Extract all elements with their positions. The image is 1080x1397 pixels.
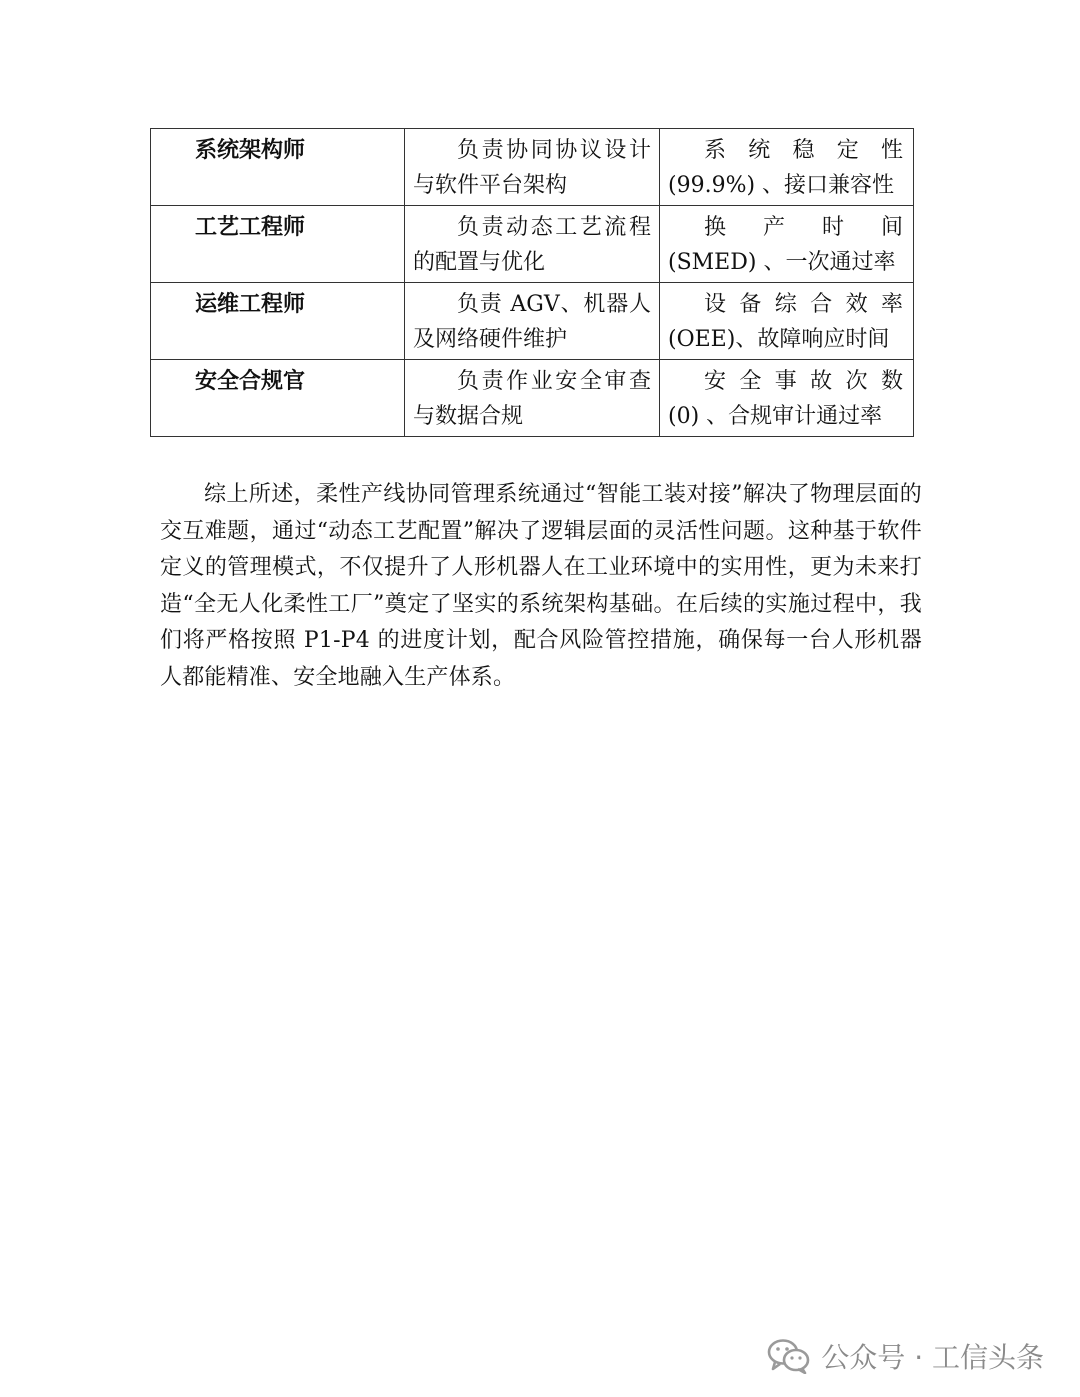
metric-line2: (OEE)、故障响应时间 — [668, 327, 890, 352]
metric-char: 换 — [704, 215, 727, 240]
metric-char: 稳 — [792, 138, 815, 163]
duty-cell: 负责动态工艺流程的配置与优化 — [405, 206, 660, 283]
table-row — [151, 360, 914, 437]
metric-cell — [660, 129, 914, 206]
metric-char: 统 — [748, 138, 771, 163]
duty-cell: 负责 AGV、机器人及网络硬件维护 — [405, 283, 660, 360]
metric-char: 故 — [810, 369, 833, 394]
metric-line1 — [668, 133, 905, 168]
watermark-text: 公众号 · 工信头条 — [821, 1341, 1044, 1374]
table-row — [151, 206, 914, 283]
metric-char: 全 — [739, 369, 762, 394]
metric-line2: (SMED) 、一次通过率 — [668, 250, 896, 275]
role-cell: 安全合规官 — [151, 360, 405, 437]
metric-char: 安 — [704, 369, 727, 394]
metric-char: 备 — [739, 292, 762, 317]
wechat-icon — [767, 1338, 811, 1374]
metric-char: 效 — [845, 292, 868, 317]
metric-char: 合 — [810, 292, 833, 317]
duty-cell: 负责协同协议设计与软件平台架构 — [405, 129, 660, 206]
metric-line1 — [668, 364, 905, 399]
summary-paragraph: 综上所述，柔性产线协同管理系统通过“智能工装对接”解决了物理层面的交互难题，通过“动态工艺配置”解决了逻辑层面的灵活性问题。这种基于软件定义的管理模式，不仅提升了人形机器人在工业环境中的实用性，更为未来打造“全无人化柔性工厂”奠定了坚实的系统架构基础。在后续的实施过程中，我们将严格按照 P1-P4 的进度计划，配合风险管控措施，确保每一台人形机器人都能精准、安全地融入生产体系。 — [160, 482, 922, 690]
metric-char: 产 — [762, 215, 785, 240]
metric-char: 系 — [704, 138, 727, 163]
metric-char: 数 — [880, 369, 903, 394]
metric-cell — [660, 206, 914, 283]
metric-line1 — [668, 210, 905, 245]
role-cell: 运维工程师 — [151, 283, 405, 360]
metric-char: 事 — [774, 369, 797, 394]
table-row — [151, 283, 914, 360]
metric-line1 — [668, 287, 905, 322]
metric-line2: (99.9%) 、接口兼容性 — [668, 173, 895, 198]
metric-char: 时 — [821, 215, 844, 240]
metric-line2: (0) 、合规审计通过率 — [668, 404, 883, 429]
role-cell: 工艺工程师 — [151, 206, 405, 283]
metric-char: 性 — [880, 138, 903, 163]
metric-char: 次 — [845, 369, 868, 394]
metric-cell — [660, 360, 914, 437]
table-row — [151, 129, 914, 206]
metric-char: 间 — [880, 215, 903, 240]
metric-char: 定 — [836, 138, 859, 163]
metric-char: 率 — [880, 292, 903, 317]
metric-cell — [660, 283, 914, 360]
roles-table — [150, 128, 914, 437]
metric-char: 设 — [704, 292, 727, 317]
metric-char: 综 — [774, 292, 797, 317]
duty-cell: 负责作业安全审查与数据合规 — [405, 360, 660, 437]
watermark — [767, 1336, 1044, 1376]
role-cell: 系统架构师 — [151, 129, 405, 206]
